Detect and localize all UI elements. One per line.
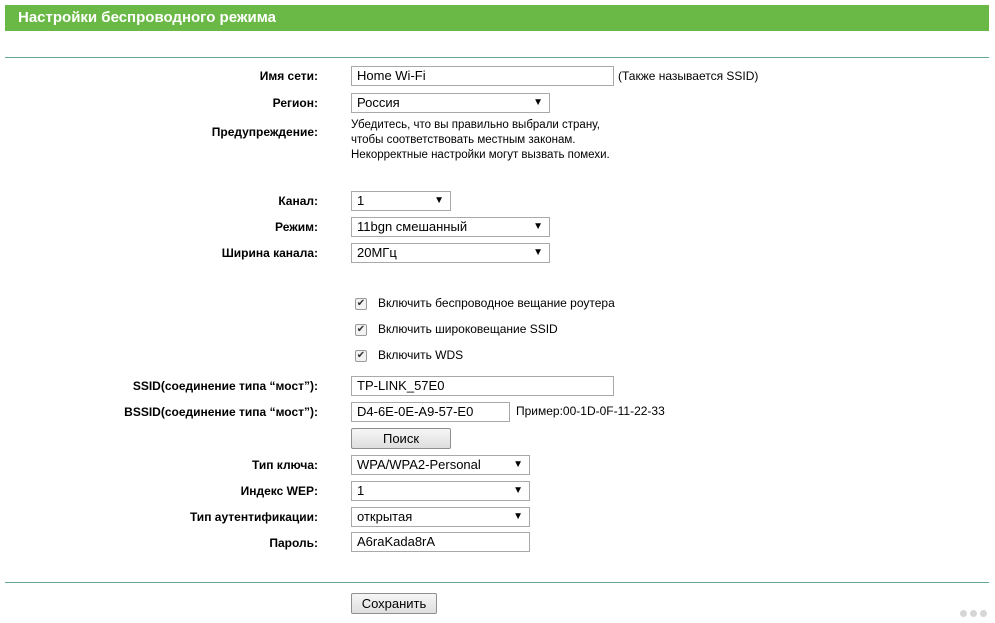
chevron-down-icon: ▼: [533, 97, 543, 108]
wep-index-label: Индекс WEP:: [240, 484, 318, 498]
broadcast-checkbox[interactable]: ✔: [356, 298, 366, 309]
bssid-example-hint: Пример:00-1D-0F-11-22-33: [516, 404, 665, 418]
chevron-down-icon: ▼: [533, 247, 543, 258]
password-input[interactable]: A6raKada8rA: [351, 532, 530, 552]
chevron-down-icon: ▼: [533, 221, 543, 232]
mode-select[interactable]: [351, 217, 550, 237]
key-type-select[interactable]: [351, 455, 530, 475]
more-dots-icon: [960, 610, 987, 617]
region-label: Регион:: [272, 96, 318, 110]
channel-value: 1: [357, 193, 365, 208]
channel-label: Канал:: [278, 194, 318, 208]
warning-line: чтобы соответствовать местным законам.: [351, 134, 576, 146]
password-label: Пароль:: [269, 536, 318, 550]
chevron-down-icon: ▼: [513, 485, 523, 496]
channel-select[interactable]: [351, 191, 451, 211]
warning-line: Убедитесь, что вы правильно выбрали страну,: [351, 119, 600, 131]
region-select[interactable]: [351, 93, 550, 113]
search-button[interactable]: Поиск: [351, 428, 451, 449]
key-type-value: WPA/WPA2-Personal: [357, 457, 481, 472]
warning-text: [351, 118, 610, 163]
bottom-divider: [5, 582, 989, 583]
wds-checkbox[interactable]: ✔: [356, 350, 366, 361]
key-type-label: Тип ключа:: [251, 458, 318, 472]
warning-line: Некорректные настройки могут вызвать помехи.: [351, 149, 610, 161]
warning-label: Предупреждение:: [211, 125, 318, 139]
mode-label: Режим:: [275, 220, 318, 234]
region-value: Россия: [357, 95, 400, 110]
ssid-hint: (Также называется SSID): [618, 69, 759, 83]
wep-index-select[interactable]: [351, 481, 530, 501]
auth-type-value: открытая: [357, 509, 413, 524]
bridge-bssid-input[interactable]: D4-6E-0E-A9-57-E0: [351, 402, 510, 422]
channel-width-value: 20МГц: [357, 245, 397, 260]
save-button[interactable]: Сохранить: [351, 593, 437, 614]
chevron-down-icon: ▼: [434, 195, 444, 206]
chevron-down-icon: ▼: [513, 511, 523, 522]
bridge-ssid-input[interactable]: TP-LINK_57E0: [351, 376, 614, 396]
auth-type-select[interactable]: [351, 507, 530, 527]
page-title: Настройки беспроводного режима: [18, 9, 276, 26]
ssid-input[interactable]: Home Wi-Fi: [351, 66, 614, 86]
channel-width-label: Ширина канала:: [221, 246, 318, 260]
bridge-ssid-label: SSID(соединение типа “мост”):: [132, 379, 318, 393]
channel-width-select[interactable]: [351, 243, 550, 263]
auth-type-label: Тип аутентификации:: [189, 510, 318, 524]
bridge-bssid-label: BSSID(соединение типа “мост”):: [124, 405, 318, 419]
ssid-broadcast-checkbox-label: Включить широковещание SSID: [378, 322, 558, 336]
chevron-down-icon: ▼: [513, 459, 523, 470]
ssid-broadcast-checkbox[interactable]: ✔: [356, 324, 366, 335]
mode-value: 11bgn смешанный: [357, 219, 468, 234]
ssid-label: Имя сети:: [259, 69, 318, 83]
broadcast-checkbox-label: Включить беспроводное вещание роутера: [378, 296, 615, 310]
wep-index-value: 1: [357, 483, 365, 498]
top-divider: [5, 57, 989, 58]
page-header: [5, 5, 989, 31]
wds-checkbox-label: Включить WDS: [378, 348, 464, 362]
